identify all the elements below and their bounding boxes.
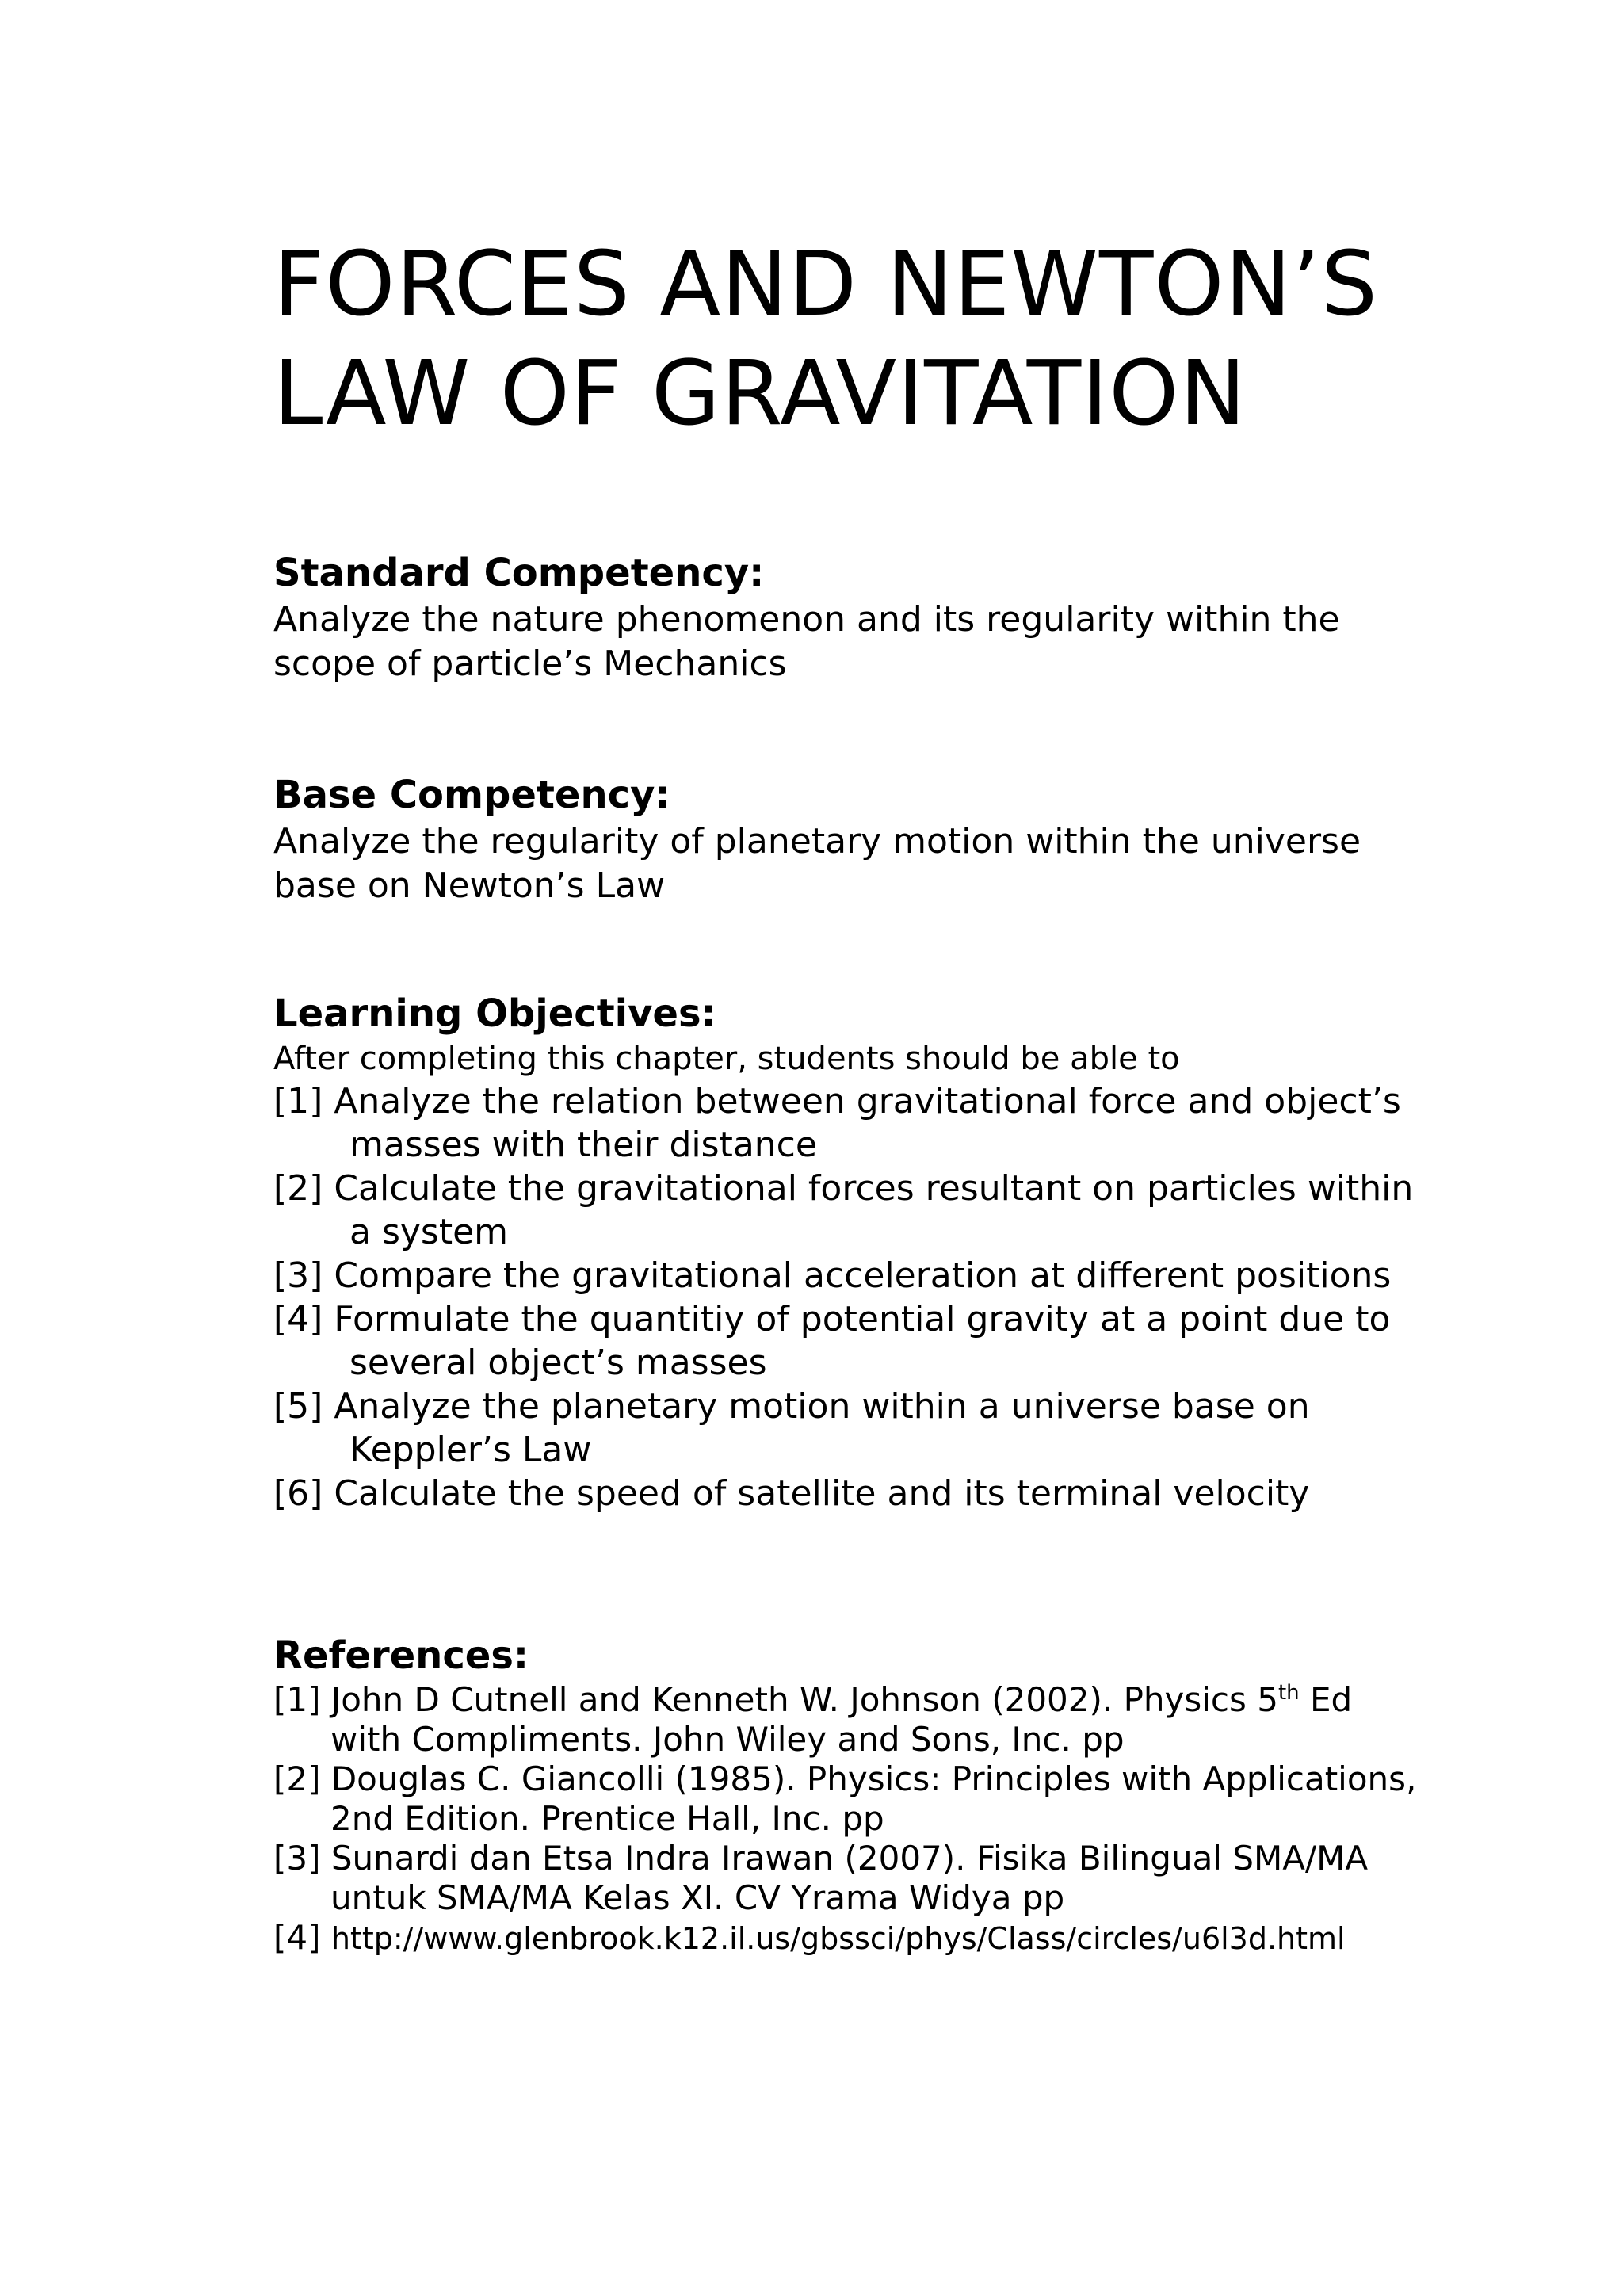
standard-competency-line-1: Analyze the nature phenomenon and its regularity within the bbox=[273, 599, 1340, 640]
objective-item-6: [6] Calculate the speed of satellite and its terminal velocity bbox=[273, 1473, 1310, 1514]
reference-url[interactable]: http://www.glenbrook.k12.il.us/gbssci/phys/Class/circles/u6l3d.html bbox=[330, 1921, 1346, 1956]
standard-competency-text bbox=[273, 598, 1430, 686]
base-competency-heading: Base Competency: bbox=[273, 773, 670, 817]
reference-item-1: [1] John D Cutnell and Kenneth W. Johnson (2002). Physics 5th Ed with Compliments. John Wiley and Sons, Inc. pp bbox=[273, 1680, 1353, 1759]
objective-item-1: [1] Analyze the relation between gravitational force and object’s masses with their distance bbox=[273, 1081, 1401, 1165]
references-heading: References: bbox=[273, 1633, 529, 1678]
objective-item-3: [3] Compare the gravitational acceleration at different positions bbox=[273, 1255, 1392, 1296]
objective-item-4: [4] Formulate the quantitiy of potential gravity at a point due to several object’s masses bbox=[273, 1299, 1391, 1383]
objective-item-2: [2] Calculate the gravitational forces resultant on particles within a system bbox=[273, 1168, 1414, 1252]
standard-competency-heading: Standard Competency: bbox=[273, 551, 765, 595]
base-competency-line-2: base on Newton’s Law bbox=[273, 865, 666, 906]
page-title bbox=[273, 230, 1430, 449]
title-line-2: LAW OF GRAVITATION bbox=[273, 342, 1247, 445]
references-section bbox=[273, 1631, 1430, 1958]
base-competency-text bbox=[273, 819, 1430, 908]
reference-item-3: [3] Sunardi dan Etsa Indra Irawan (2007). Fisika Bilingual SMA/MA untuk SMA/MA Kelas XI. CV Yrama Widya pp bbox=[273, 1839, 1369, 1917]
learning-objectives-section bbox=[273, 989, 1430, 1515]
title-line-1: FORCES AND NEWTON’S bbox=[273, 233, 1379, 336]
document-page bbox=[273, 230, 1430, 1958]
reference-item-4: [4] http://www.glenbrook.k12.il.us/gbssci/phys/Class/circles/u6l3d.html bbox=[273, 1918, 1346, 1957]
reference-item-2: [2] Douglas C. Giancolli (1985). Physics: Principles with Applications, 2nd Edition. Prentice Hall, Inc. pp bbox=[273, 1759, 1417, 1838]
learning-objectives-intro: After completing this chapter, students should be able to bbox=[273, 1041, 1180, 1077]
standard-competency-line-2: scope of particle’s Mechanics bbox=[273, 644, 787, 684]
learning-objectives-heading: Learning Objectives: bbox=[273, 991, 716, 1036]
standard-competency-section bbox=[273, 548, 1430, 686]
superscript-th: th bbox=[1277, 1681, 1300, 1705]
base-competency-section bbox=[273, 770, 1430, 908]
objective-item-5: [5] Analyze the planetary motion within a universe base on Keppler’s Law bbox=[273, 1386, 1310, 1470]
base-competency-line-1: Analyze the regularity of planetary motion within the universe bbox=[273, 821, 1361, 861]
